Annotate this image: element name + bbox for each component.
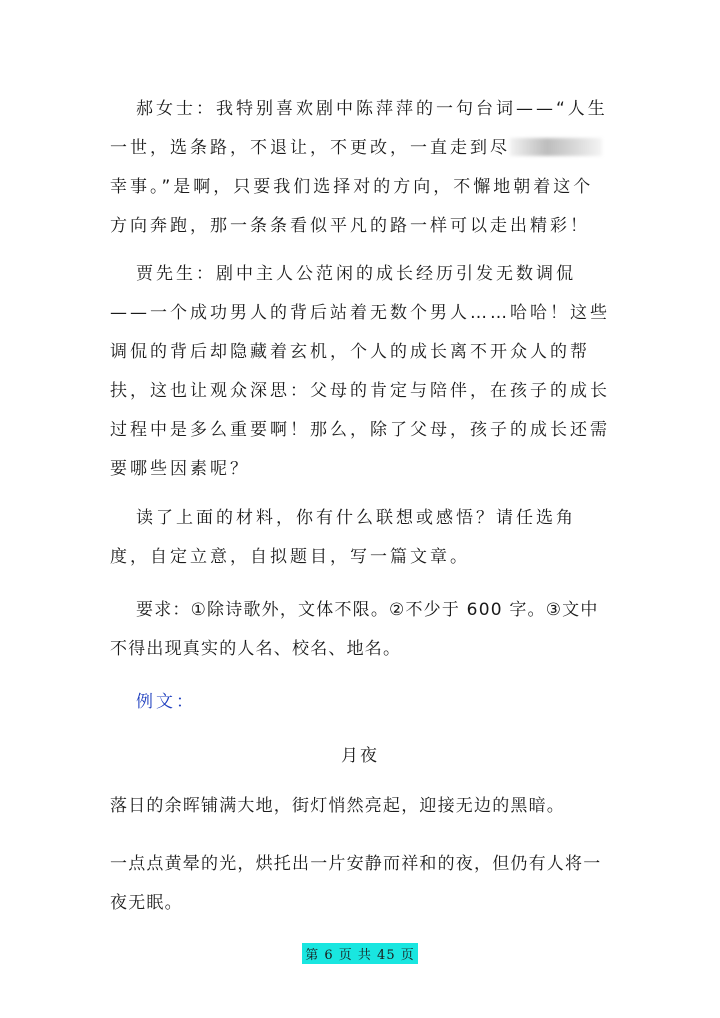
essay-title: 月夜 (341, 746, 379, 766)
essay-paragraph-2: 一点点黄晕的光，烘托出一片安静而祥和的夜，但仍有人将一夜无眠。 (110, 854, 602, 913)
page-footer (0, 943, 720, 964)
paragraph-jia: 贾先生：剧中主人公范闲的成长经历引发无数调侃——一个成功男人的背后站着无数个男人……哈哈！这些调侃的背后却隐藏着玄机，个人的成长离不开众人的帮扶，这也让观众深思：父母的肯定与陪伴，在孩子的成长过程中是多么重要啊！那么，除了父母，孩子的成长还需要哪些因素呢？ (110, 264, 610, 479)
hao-text-end: 幸事。”是啊，只要我们选择对的方向，不懈地朝着这个方向奔跑，那一条条看似平凡的路一样可以走出精彩！ (110, 177, 594, 236)
page-number-label: 第 6 页 共 45 页 (302, 943, 417, 964)
paragraph-requirement: 要求：①除诗歌外，文体不限。②不少于 600 字。③文中不得出现真实的人名、校名、地名。 (110, 600, 599, 659)
example-label: 例文： (136, 692, 196, 712)
redacted-region (510, 138, 602, 156)
hao-text-start: 郝女士：我特别喜欢剧中陈萍萍的一句台词——“人生一世，选条路，不退让，不更改，一直走到尽 (110, 99, 608, 158)
paragraph-prompt: 读了上面的材料，你有什么联想或感悟？请任选角度，自定立意，自拟题目，写一篇文章。 (110, 508, 576, 567)
essay-paragraph-1: 落日的余晖铺满大地，街灯悄然亮起，迎接无边的黑暗。 (110, 796, 565, 816)
paragraph-hao (110, 90, 610, 246)
